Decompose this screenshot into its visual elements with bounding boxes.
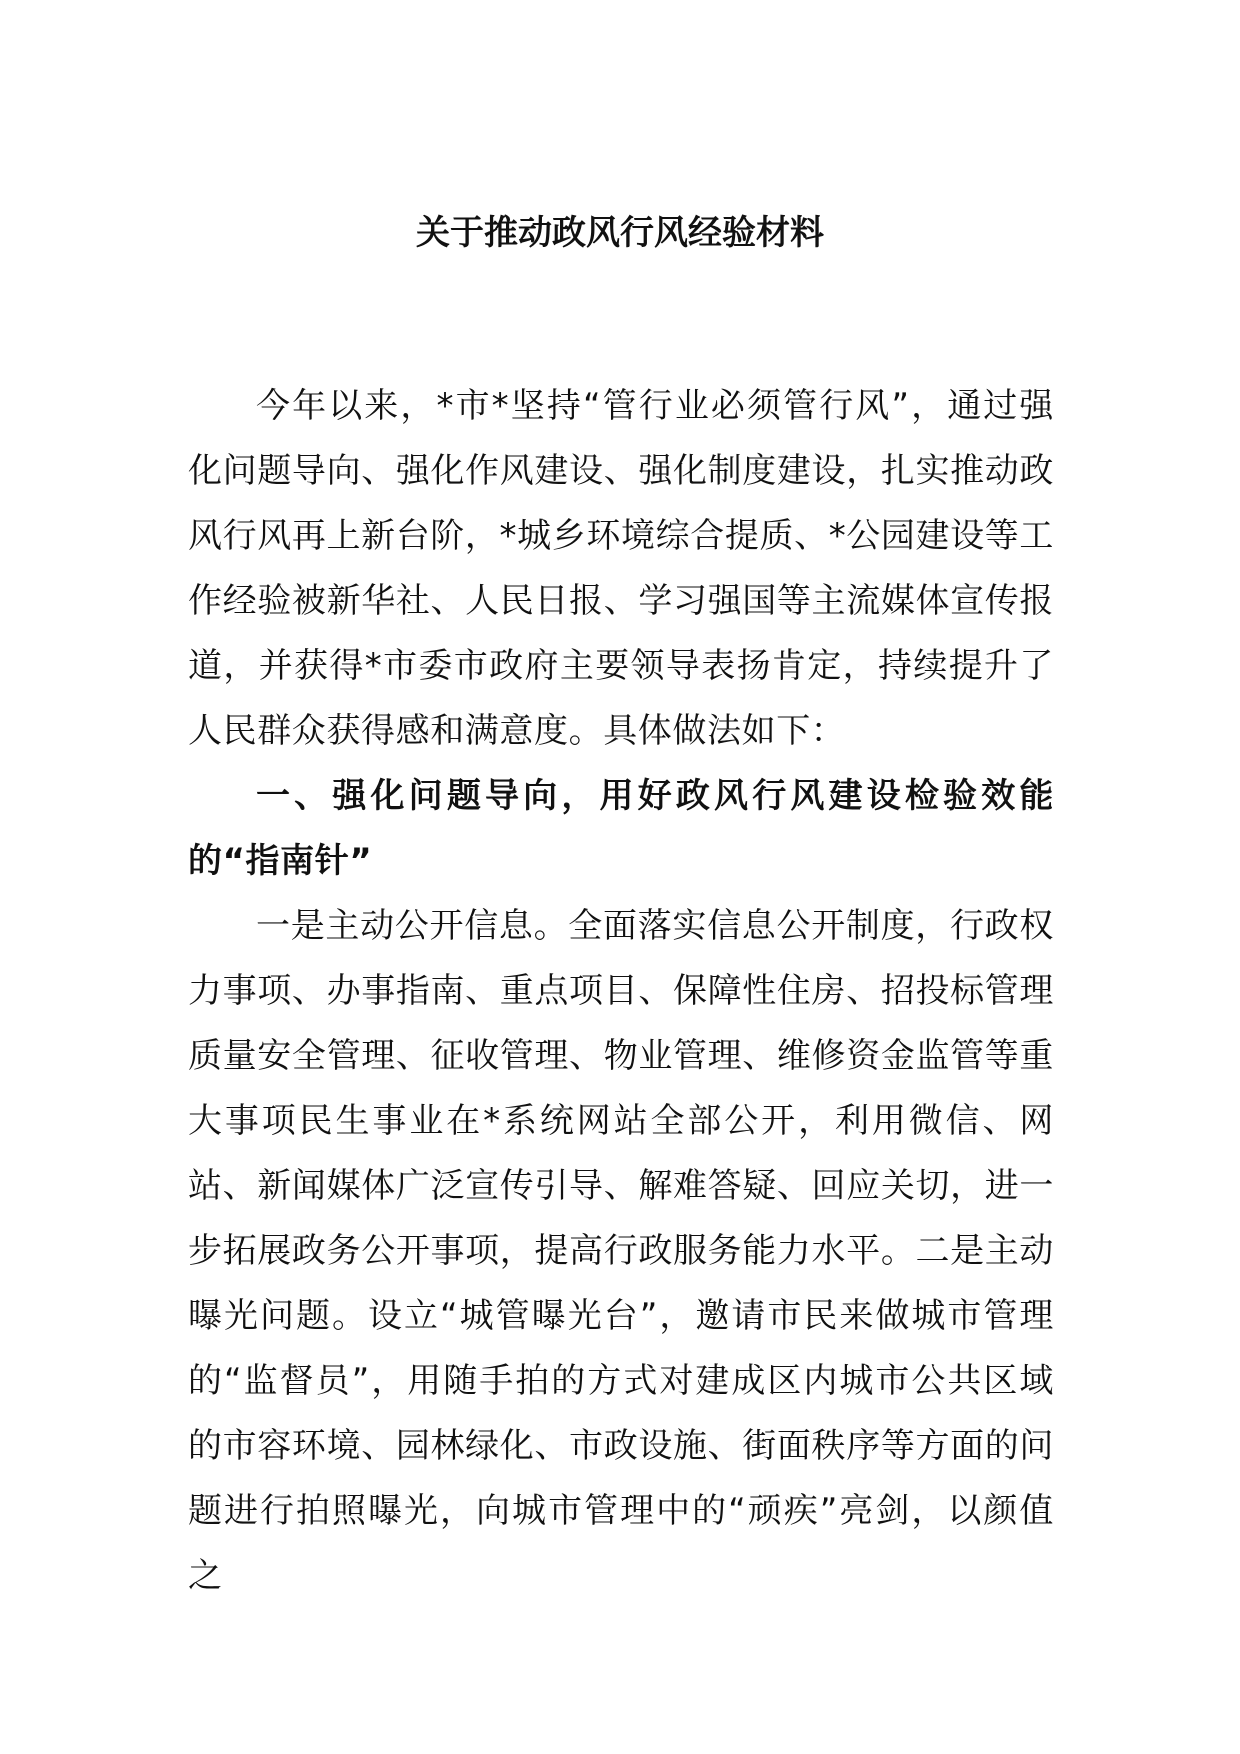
intro-paragraph: 今年以来，*市*坚持“管行业必须管行风”，通过强化问题导向、强化作风建设、强化制度建设，扎实推动政风行风再上新台阶，*城乡环境综合提质、*公园建设等工作经验被新华社、人民日报、学习强国等主流媒体宣传报道，并获得*市委市政府主要领导表扬肯定，持续提升了人民群众获得感和满意度。具体做法如下： <box>188 386 1054 751</box>
section-1-heading: 一、强化问题导向，用好政风行风建设检验效能的“指南针” <box>188 776 1054 881</box>
document-title: 关于推动政风行风经验材料 <box>416 213 824 253</box>
document-body <box>188 374 1054 1609</box>
section-1-paragraph: 一是主动公开信息。全面落实信息公开制度，行政权力事项、办事指南、重点项目、保障性住房、招投标管理质量安全管理、征收管理、物业管理、维修资金监管等重大事项民生事业在*系统网站全部公开，利用微信、网站、新闻媒体广泛宣传引导、解难答疑、回应关切，进一步拓展政务公开事项，提高行政服务能力水平。二是主动曝光问题。设立“城管曝光台”，邀请市民来做城市管理的“监督员”，用随手拍的方式对建成区内城市公共区域的市容环境、园林绿化、市政设施、街面秩序等方面的问题进行拍照曝光，向城市管理中的“顽疾”亮剑，以颜值之 <box>188 906 1054 1596</box>
